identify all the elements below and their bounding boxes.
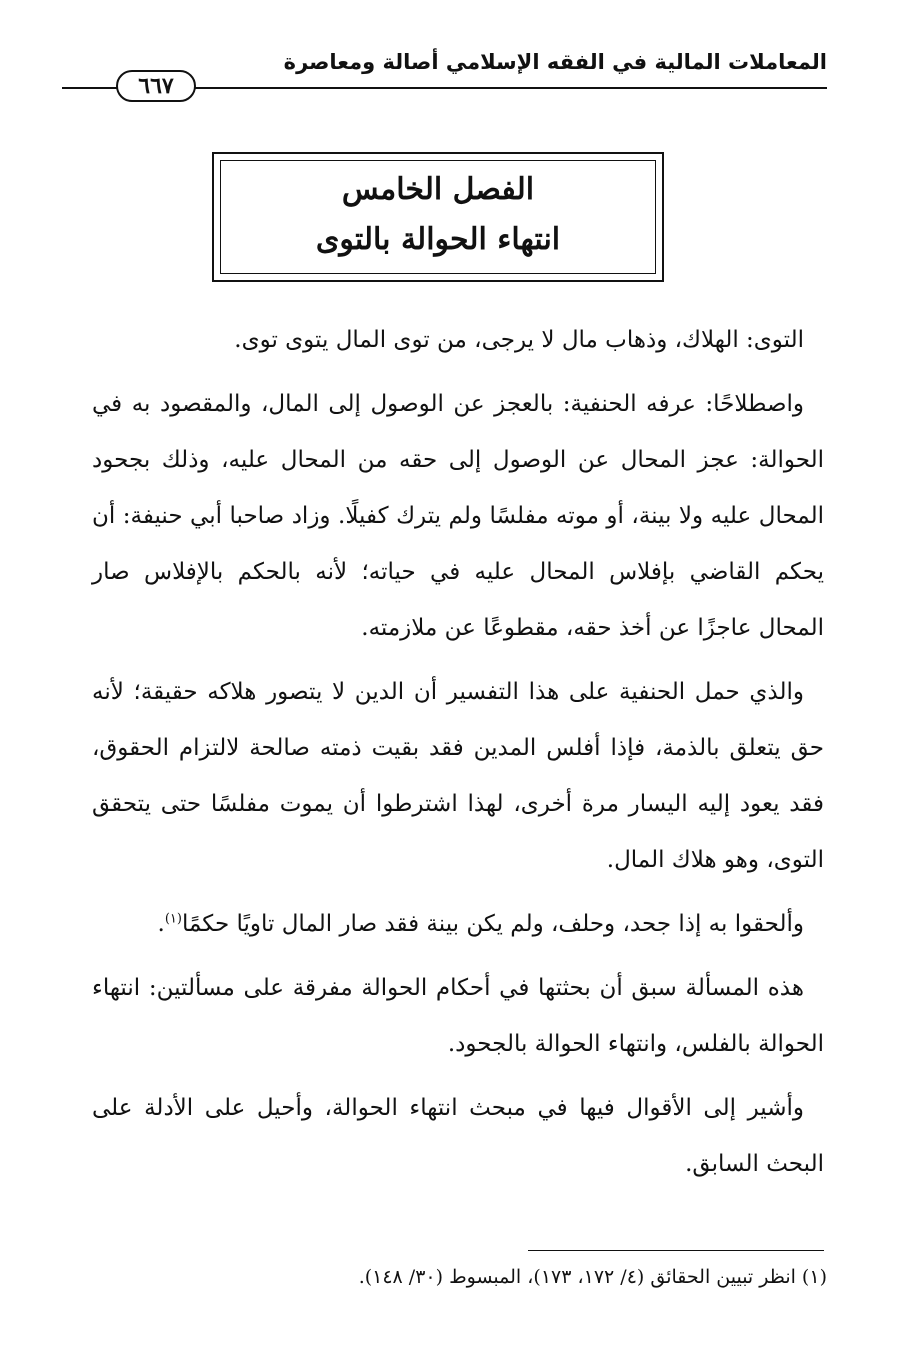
footnote: (١) انظر تبيين الحقائق (٤/ ١٧٢، ١٧٣)، المبسوط (٣٠/ ١٤٨). [358,1266,827,1288]
paragraph-reasoning: والذي حمل الحنفية على هذا التفسير أن الدين لا يتصور هلاكه حقيقة؛ لأنه حق يتعلق بالذمة، فإذا أفلس المدين فقد بقيت ذمته صالحة لالتزام الحقوق، فقد يعود إليه اليسار مرة أخرى، لهذا اشترطوا أن يموت مفلسًا حتى يتحقق التوى، وهو هلاك المال. [92,679,824,873]
footnote-separator [528,1250,824,1251]
paragraph-terminology: واصطلاحًا: عرفه الحنفية: بالعجز عن الوصول إلى المال، والمقصود به في الحوالة: عجز المحال عن الوصول إلى حقه من المحال عليه، وذلك بجحود المحال عليه ولا بينة، أو موته مفلسًا ولم يترك كفيلًا. وزاد صاحبا أبي حنيفة: أن يحكم القاضي بإفلاس المحال عليه في حياته؛ لأنه بالحكم بالإفلاس صار المحال عاجزًا عن أخذ حقه، مقطوعًا عن ملازمته. [92,391,824,641]
paragraph-denial-end: . [157,911,165,937]
running-header-title: المعاملات المالية في الفقه الإسلامي أصالة ومعاصرة [283,50,827,74]
chapter-title-frame [212,152,664,282]
chapter-title: انتهاء الحوالة بالتوى [315,222,561,257]
chapter-label: الفصل الخامس [341,172,535,207]
paragraph-referral: وأشير إلى الأقوال فيها في مبحث انتهاء الحوالة، وأحيل على الأدلة على البحث السابق. [92,1095,824,1177]
body-text [92,312,824,1198]
header-rule-left [62,87,120,89]
header-rule [190,87,827,89]
page-number: ٦٦٧ [116,70,196,102]
paragraph-definition: التوى: الهلاك، وذهاب مال لا يرجى، من توى المال يتوى توى. [234,327,804,353]
paragraph-denial-text: وألحقوا به إذا جحد، وحلف، ولم يكن بينة فقد صار المال تاويًا حكمًا [181,911,804,937]
paragraph-prior-research: هذه المسألة سبق أن بحثتها في أحكام الحوالة مفرقة على مسألتين: انتهاء الحوالة بالفلس، وانتهاء الحوالة بالجحود. [92,975,824,1057]
footnote-marker: (١) [164,911,182,927]
paragraph-denial [92,896,824,952]
